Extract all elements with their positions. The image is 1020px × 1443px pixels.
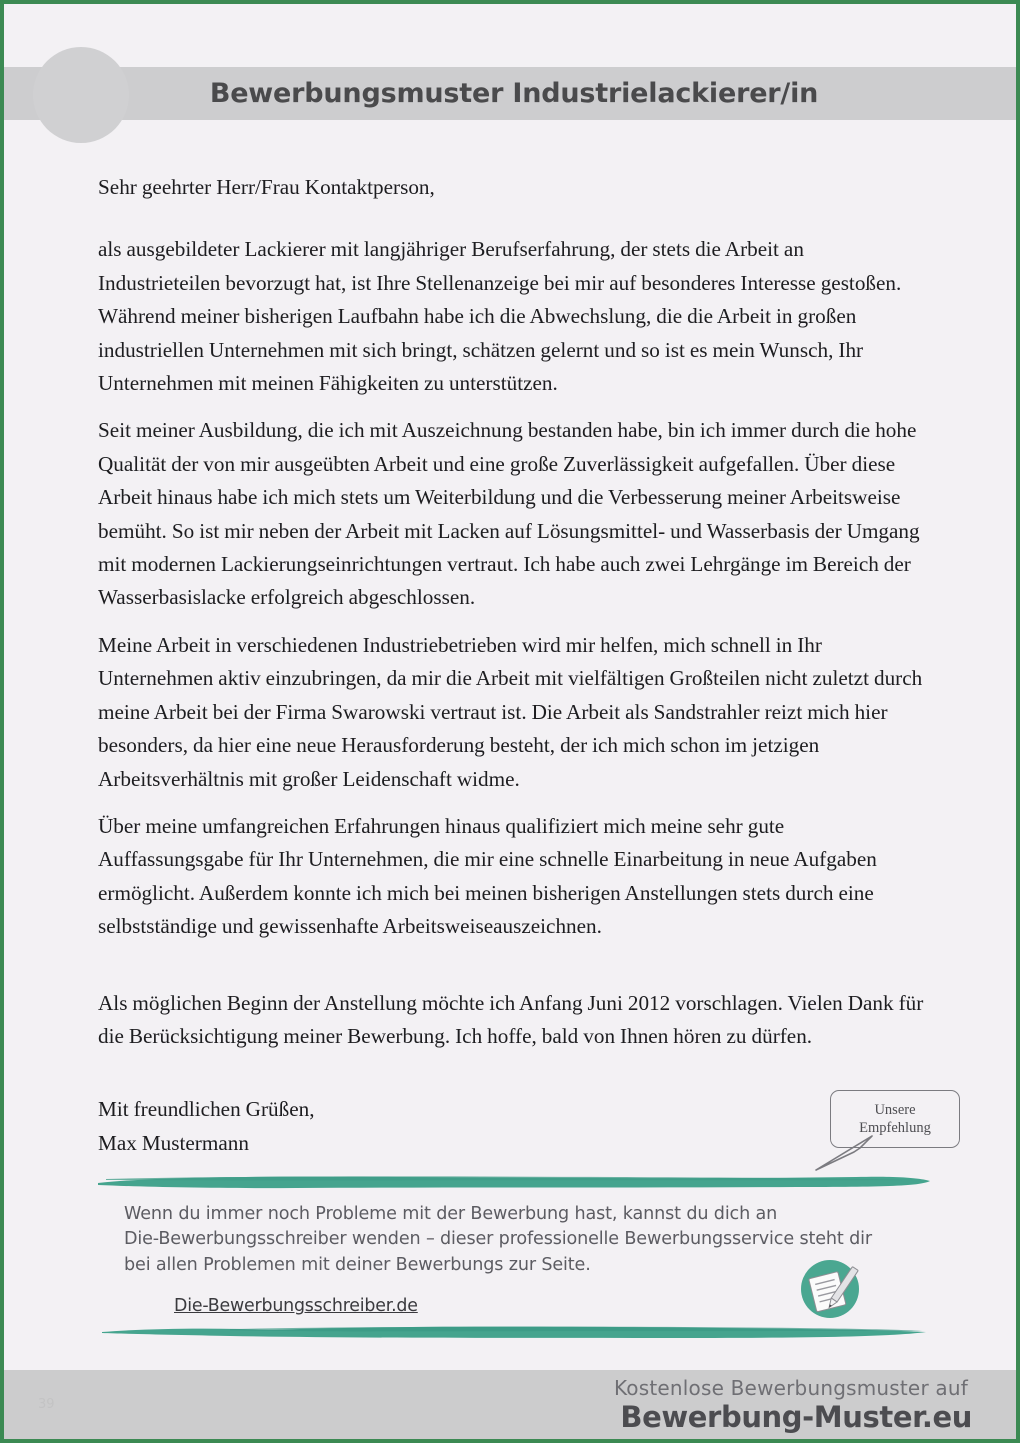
bubble-line-1: Unsere — [874, 1102, 916, 1118]
page-number: 39 — [38, 1397, 55, 1412]
promo-line-1: Wenn du immer noch Probleme mit der Bewerbung hast, kannst du dich an — [124, 1204, 778, 1224]
promo-line-2: Die-Bewerbungsschreiber wenden – dieser professionelle Bewerbungsservice steht dir — [124, 1229, 872, 1250]
letter-paragraph-2: Seit meiner Ausbildung, die ich mit Auszeichnung bestanden habe, bin ich immer durch die hohe Qualität der von mir ausgeübten Arbeit und eine große Zuverlässigkeit aufgefallen. Über diese Arbeit hinaus habe ich mich stets um Weiterbildung und die Verbesserung meiner Arbeitsweise bemüht. So ist mir neben der Arbeit mit Lacken auf Lösungsmittel- und Wasserbasis der Umgang mit modernen Lackierungseinrichtungen vertraut. Ich habe auch zwei Lehrgänge im Bereich der Wasserbasislacke erfolgreich abgeschlossen. — [98, 418, 920, 610]
letter-paragraph-1: als ausgebildeter Lackierer mit langjähriger Berufserfahrung, der stets die Arbeit an Industrieteilen bevorzugt hat, ist Ihre Stellenanzeige bei mir auf besonderes Interesse gestoßen. Während meiner bisherigen Laufbahn habe ich die Abwechslung, die die Arbeit in großen industriellen Unternehmen mit sich bringt, schätzen gelernt und so ist es mein Wunsch, Ihr Unternehmen mit meinen Fähigkeiten zu unterstützen. — [98, 237, 902, 396]
promo-text — [124, 1202, 912, 1278]
footer-brand: Bewerbung-Muster.eu — [620, 1400, 972, 1434]
letter-paragraph-3: Meine Arbeit in verschiedenen Industriebetrieben wird mir helfen, mich schnell in Ihr Unternehmen aktiv einzubringen, da mir die Arbeit mit vielfältigen Großteilen nicht zuletzt durch meine Arbeit bei der Firma Swarowski vertraut ist. Die Arbeit als Sandstrahler reizt mich hier besonders, da hier eine neue Herausforderung besteht, der ich mich schon im jetzigen Arbeitsverhältnis mit großer Leidenschaft widme. — [98, 632, 923, 791]
recommendation-bubble — [810, 1090, 978, 1170]
letter-closing-paragraph: Als möglichen Beginn der Anstellung möchte ich Anfang Juni 2012 vorschlagen. Vielen Dank für die Berücksichtigung meiner Bewerbung. Ich hoffe, bald von Ihnen hören zu dürfen. — [98, 990, 924, 1048]
letter-sender-name: Max Mustermann — [98, 1130, 249, 1155]
brush-stroke-bottom — [100, 1324, 928, 1341]
promo-link[interactable]: Die-Bewerbungsschreiber.de — [174, 1296, 418, 1316]
page-title: Bewerbungsmuster Industrielackierer/in — [209, 78, 819, 109]
footer-subtitle: Kostenlose Bewerbungsmuster auf — [613, 1376, 968, 1400]
bubble-text — [830, 1090, 960, 1148]
letter-signoff — [98, 1093, 926, 1160]
brush-stroke-top — [96, 1174, 932, 1190]
promo-line-3: bei allen Problemen mit deiner Bewerbungs zur Seite. — [124, 1254, 591, 1275]
bubble-line-2: Empfehlung — [859, 1120, 931, 1136]
letter-salutation: Sehr geehrter Herr/Frau Kontaktperson, — [98, 175, 435, 199]
letter-paragraph-4: Über meine umfangreichen Erfahrungen hinaus qualifiziert mich meine sehr gute Auffassungsgabe für Ihr Unternehmen, die mir eine schnelle Einarbeitung in neue Aufgaben ermöglicht. Außerdem konnte ich mich bei meinen bisherigen Anstellungen stets durch eine selbstständige und gewissenhafte Arbeitsweiseauszeichnen. — [98, 813, 877, 939]
letter-signoff-greeting: Mit freundlichen Grüßen, — [98, 1097, 315, 1122]
letter-body — [98, 171, 926, 1160]
document-pen-badge-icon — [797, 1256, 863, 1322]
